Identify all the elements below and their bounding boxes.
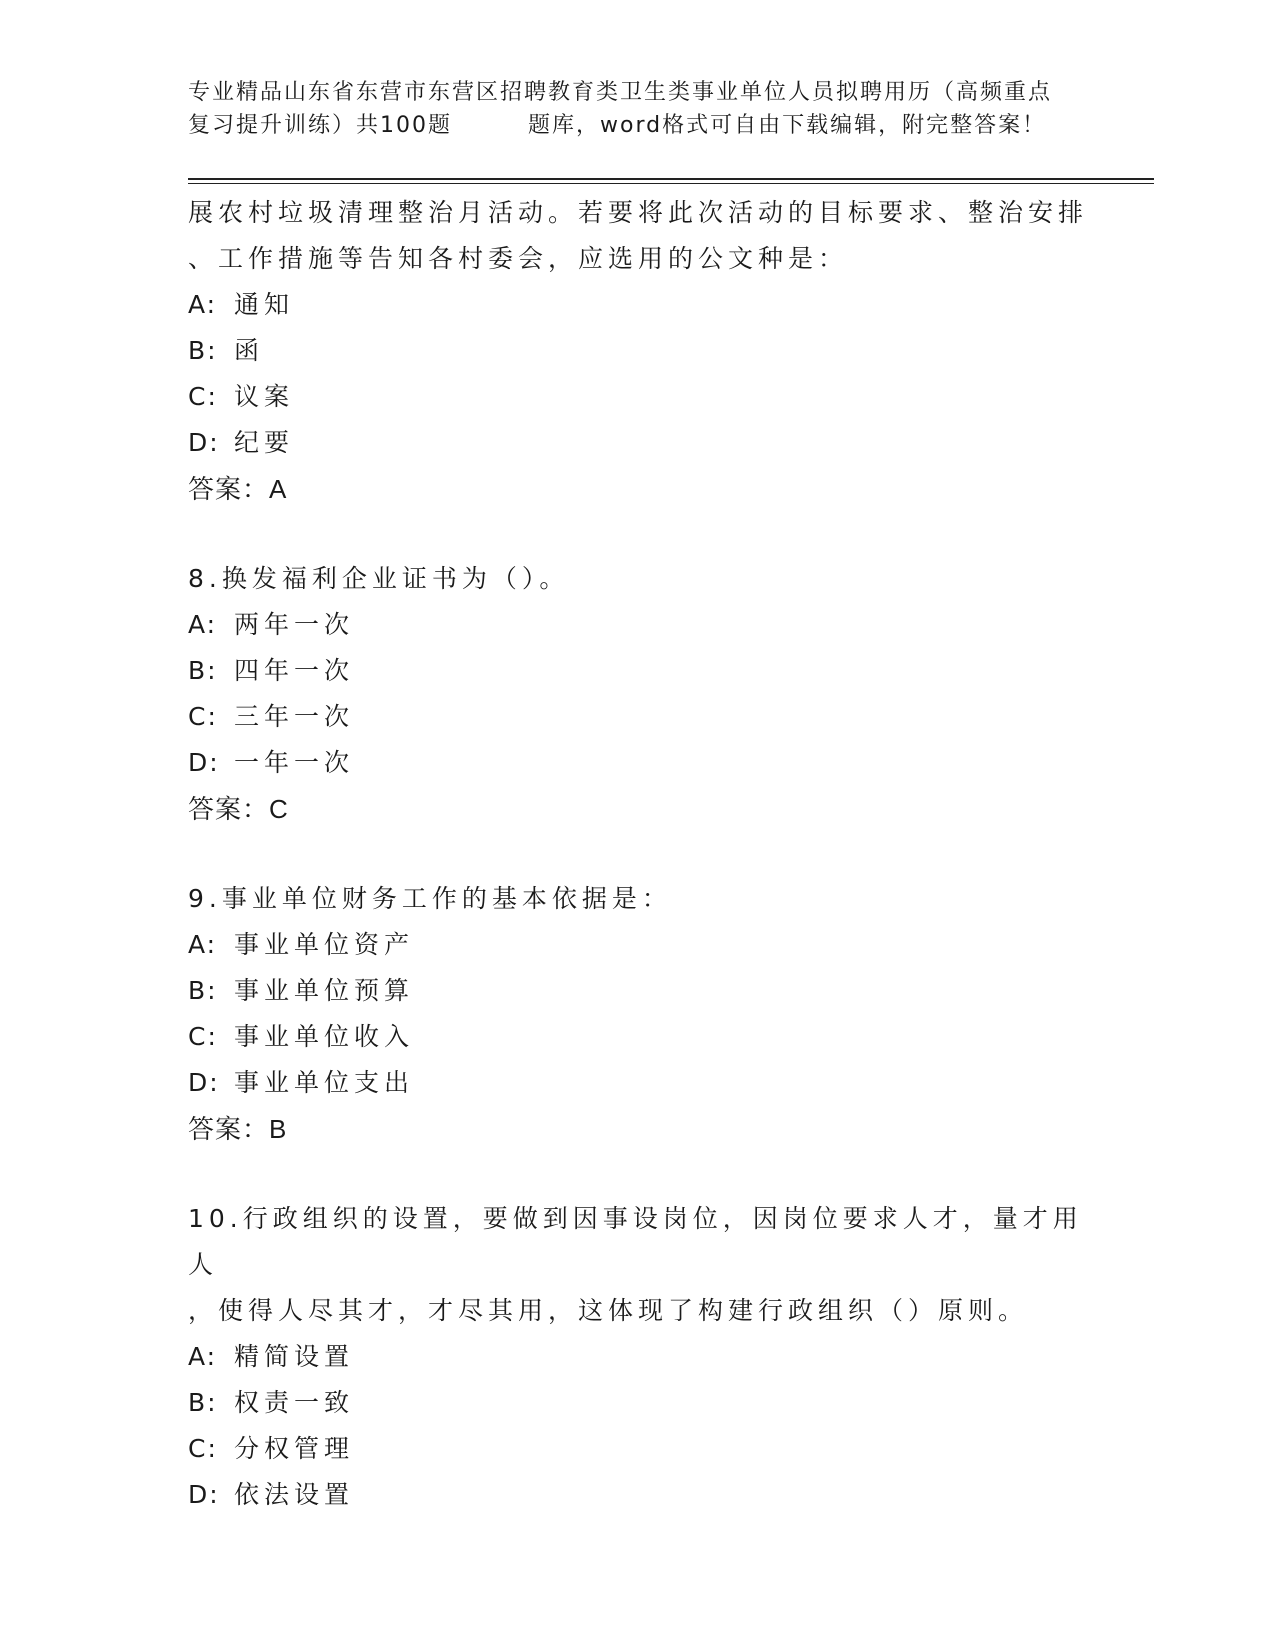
option-text: 事业单位收入 xyxy=(234,1022,415,1051)
question-text-line: 8.换发福利企业证书为（）。 xyxy=(188,564,570,593)
option-label: B: xyxy=(188,656,218,685)
option-text: 纪要 xyxy=(234,428,295,457)
option-a xyxy=(188,602,1088,648)
header-line-2-part-b: 题库，word格式可自由下载编辑，附完整答案！ xyxy=(528,113,1047,138)
option-label: A: xyxy=(188,930,218,959)
option-text: 四年一次 xyxy=(234,656,355,685)
option-label: B: xyxy=(188,336,218,365)
option-text: 分权管理 xyxy=(234,1434,355,1463)
option-c xyxy=(188,1426,1088,1472)
option-label: A: xyxy=(188,290,218,319)
option-text: 精简设置 xyxy=(234,1342,355,1371)
question-text-line: 10.行政组织的设置，要做到因事设岗位，因岗位要求人才，量才用人 xyxy=(188,1204,1083,1279)
header-line-1: 专业精品山东省东营市东营区招聘教育类卫生类事业单位人员拟聘用历（高频重点 xyxy=(188,80,1053,105)
option-label: A: xyxy=(188,1342,218,1371)
option-label: D: xyxy=(188,1068,220,1097)
header-line-2 xyxy=(188,109,1108,142)
question-text-line: 9.事业单位财务工作的基本依据是： xyxy=(188,884,672,913)
option-text: 事业单位资产 xyxy=(234,930,415,959)
answer-line: 答案：B xyxy=(188,1114,288,1144)
option-text: 一年一次 xyxy=(234,748,355,777)
option-b xyxy=(188,1380,1088,1426)
option-text: 事业单位预算 xyxy=(234,976,415,1005)
question-block-9 xyxy=(188,876,1088,1152)
option-d xyxy=(188,1060,1088,1106)
header-line-2-part-a: 复习提升训练）共100题 xyxy=(188,113,452,138)
option-text: 函 xyxy=(234,336,265,365)
option-label: D: xyxy=(188,1480,220,1509)
option-c xyxy=(188,374,1088,420)
option-b xyxy=(188,648,1088,694)
option-text: 依法设置 xyxy=(234,1480,355,1509)
option-c xyxy=(188,694,1088,740)
option-a xyxy=(188,1334,1088,1380)
question-block-10 xyxy=(188,1196,1088,1518)
option-a xyxy=(188,922,1088,968)
answer-line: 答案：A xyxy=(188,474,288,504)
option-label: D: xyxy=(188,748,220,777)
question-block-8 xyxy=(188,556,1088,832)
option-label: B: xyxy=(188,976,218,1005)
option-label: A: xyxy=(188,610,218,639)
option-text: 权责一致 xyxy=(234,1388,355,1417)
option-a xyxy=(188,282,1088,328)
question-list xyxy=(188,190,1088,1562)
option-d xyxy=(188,1472,1088,1518)
option-b xyxy=(188,328,1088,374)
option-label: C: xyxy=(188,702,218,731)
option-d xyxy=(188,740,1088,786)
option-text: 两年一次 xyxy=(234,610,355,639)
header-rule-thin xyxy=(188,183,1154,184)
question-text-line: 、工作措施等告知各村委会，应选用的公文种是： xyxy=(188,244,849,273)
answer-line: 答案：C xyxy=(188,794,289,824)
option-text: 通知 xyxy=(234,290,295,319)
question-block-7 xyxy=(188,190,1088,512)
option-label: D: xyxy=(188,428,220,457)
document-header xyxy=(188,76,1108,142)
option-text: 议案 xyxy=(234,382,295,411)
question-text-line: 展农村垃圾清理整治月活动。若要将此次活动的目标要求、整治安排 xyxy=(188,198,1089,227)
header-rule-thick xyxy=(188,178,1154,180)
option-label: C: xyxy=(188,1022,218,1051)
option-label: B: xyxy=(188,1388,218,1417)
option-d xyxy=(188,420,1088,466)
option-label: C: xyxy=(188,1434,218,1463)
option-b xyxy=(188,968,1088,1014)
option-c xyxy=(188,1014,1088,1060)
question-text-line: ，使得人尽其才，才尽其用，这体现了构建行政组织（）原则。 xyxy=(188,1296,1029,1325)
option-label: C: xyxy=(188,382,218,411)
option-text: 三年一次 xyxy=(234,702,355,731)
option-text: 事业单位支出 xyxy=(234,1068,415,1097)
